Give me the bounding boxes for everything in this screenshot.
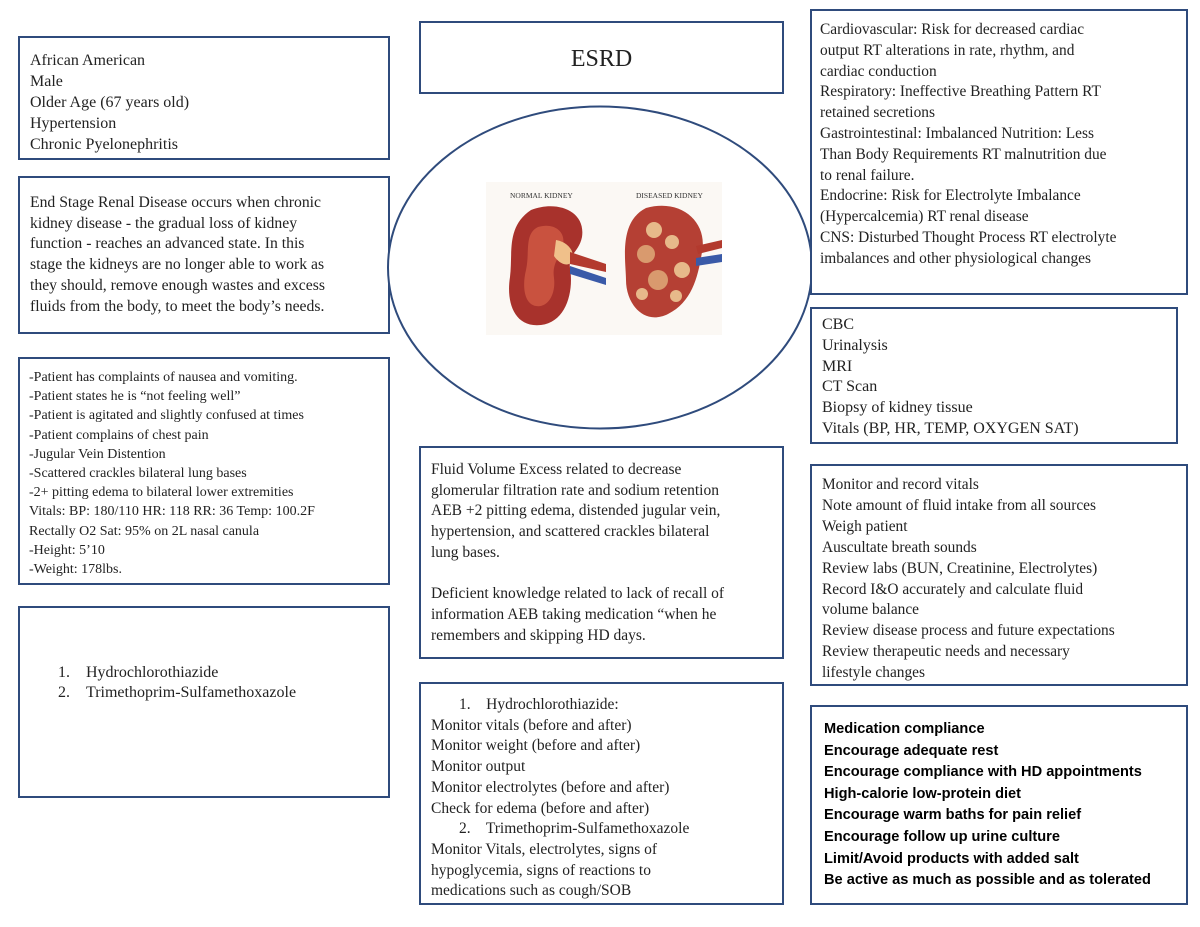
risk-factor: Chronic Pyelonephritis <box>30 136 178 153</box>
normal-kidney-label: NORMAL KIDNEY <box>510 191 573 200</box>
list-number: 1. <box>58 664 70 681</box>
assessment-line: -Patient has complaints of nausea and vomiting. <box>29 370 298 385</box>
medication-heading: 2. Trimethoprim-Sulfamethoxazole <box>459 820 690 838</box>
risk-factor: Hypertension <box>30 115 117 132</box>
intervention-item: Weigh patient <box>822 517 908 535</box>
diagnosis-line: hypertension, and scattered crackles bilateral <box>431 523 710 541</box>
medication-name: Hydrochlorothiazide <box>86 664 219 681</box>
assessment-line: -Patient is agitated and slightly confused at times <box>29 408 304 424</box>
assessment-line: -Patient states he is “not feeling well” <box>29 389 241 405</box>
intervention-item: Review disease process and future expectations <box>822 622 1115 640</box>
risk-factors-box <box>18 36 390 160</box>
assessment-line: -Patient complains of chest pain <box>29 427 209 443</box>
definition-line: they should, remove enough wastes and excess <box>30 276 325 294</box>
intervention-line: Check for edema (before and after) <box>431 799 650 817</box>
medication-name: Trimethoprim-Sulfamethoxazole <box>86 684 297 701</box>
system-line: (Hypercalcemia) RT renal disease <box>820 208 1029 226</box>
education-item: Encourage compliance with HD appointments <box>824 764 1142 781</box>
list-item <box>58 663 296 683</box>
system-line: CNS: Disturbed Thought Process RT electrolyte <box>820 228 1117 246</box>
definition-line: fluids from the body, to meet the body’s needs. <box>30 297 325 315</box>
assessment-line: -2+ pitting edema to bilateral lower extremities <box>29 485 294 501</box>
medications-box <box>18 606 390 798</box>
assessment-line: Rectally O2 Sat: 95% on 2L nasal canula <box>29 523 260 539</box>
list-item <box>58 683 296 703</box>
diagnosis-line: information AEB taking medication “when he <box>431 605 717 623</box>
system-line: Cardiovascular: Risk for decreased cardiac <box>820 21 1085 38</box>
diagnostics-box <box>810 307 1178 444</box>
diagnostic-item: CT Scan <box>822 378 878 396</box>
intervention-item: Review therapeutic needs and necessary <box>822 643 1070 661</box>
intervention-item: lifestyle changes <box>822 664 925 682</box>
system-line: cardiac conduction <box>820 62 937 80</box>
definition-box <box>18 176 390 334</box>
assessment-line: -Weight: 178lbs. <box>29 562 122 578</box>
diagnostic-item: MRI <box>822 357 853 375</box>
system-line: Endocrine: Risk for Electrolyte Imbalance <box>820 187 1081 205</box>
risk-factor: African American <box>30 52 146 69</box>
list-number: 2. <box>58 684 70 701</box>
education-item: Encourage warm baths for pain relief <box>824 807 1082 824</box>
education-item: Be active as much as possible and as tolerated <box>824 872 1151 889</box>
education-item: Encourage follow up urine culture <box>824 828 1060 845</box>
intervention-line: Monitor electrolytes (before and after) <box>431 778 670 796</box>
diagnosis-line: Deficient knowledge related to lack of recall of <box>431 585 725 603</box>
medication-list <box>58 663 296 703</box>
definition-line: kidney disease - the gradual loss of kidney <box>30 214 298 232</box>
system-line: to renal failure. <box>820 166 915 184</box>
education-item: Encourage adequate rest <box>824 742 999 759</box>
intervention-line: Monitor Vitals, electrolytes, signs of <box>431 840 658 858</box>
intervention-item: Record I&O accurately and calculate fluid <box>822 580 1084 598</box>
diseased-kidney-label: DISEASED KIDNEY <box>636 191 703 200</box>
diagnostic-item: Vitals (BP, HR, TEMP, OXYGEN SAT) <box>822 419 1079 437</box>
interventions-box <box>810 464 1188 686</box>
intervention-line: Monitor output <box>431 758 526 776</box>
education-item: Limit/Avoid products with added salt <box>824 850 1079 867</box>
education-box <box>810 705 1188 905</box>
system-line: retained secretions <box>820 104 935 122</box>
assessment-line: -Height: 5’10 <box>29 542 105 558</box>
education-item: Medication compliance <box>824 721 985 737</box>
diagnosis-line: AEB +2 pitting edema, distended jugular vein, <box>431 502 721 520</box>
intervention-line: Monitor vitals (before and after) <box>431 716 632 734</box>
intervention-item: Monitor and record vitals <box>822 476 979 493</box>
page-title: ESRD <box>570 46 633 72</box>
system-line: output RT alterations in rate, rhythm, and <box>820 41 1075 59</box>
education-item: High-calorie low-protein diet <box>824 785 1022 802</box>
system-line: Gastrointestinal: Imbalanced Nutrition: Less <box>820 124 1094 142</box>
medication-heading: 1. Hydrochlorothiazide: <box>459 696 619 713</box>
assessment-line: -Scattered crackles bilateral lung bases <box>29 466 247 482</box>
intervention-item: Note amount of fluid intake from all sources <box>822 496 1096 514</box>
definition-line: stage the kidneys are no longer able to work as <box>30 256 325 274</box>
system-line: Than Body Requirements RT malnutrition due <box>820 145 1107 163</box>
diagnosis-line: remembers and skipping HD days. <box>431 626 646 644</box>
intervention-item: Review labs (BUN, Creatinine, Electrolytes) <box>822 559 1098 577</box>
assessment-line: Vitals: BP: 180/110 HR: 118 RR: 36 Temp: 100.2F <box>29 504 315 520</box>
intervention-item: volume balance <box>822 601 920 619</box>
diagnostic-item: Biopsy of kidney tissue <box>822 399 973 417</box>
assessment-box <box>18 357 390 585</box>
diagnostic-item: CBC <box>822 316 855 333</box>
body-systems-box <box>810 9 1188 295</box>
risk-factor: Male <box>30 73 63 90</box>
assessment-line: -Jugular Vein Distention <box>29 446 166 462</box>
system-line: imbalances and other physiological changes <box>820 249 1091 267</box>
intervention-line: Monitor weight (before and after) <box>431 737 641 755</box>
kidney-illustration <box>486 182 722 335</box>
intervention-line: hypoglycemia, signs of reactions to <box>431 861 651 879</box>
medication-interventions-box <box>419 682 784 905</box>
intervention-item: Auscultate breath sounds <box>822 538 977 556</box>
risk-factor: Older Age (67 years old) <box>30 94 190 111</box>
intervention-line: medications such as cough/SOB <box>431 882 632 900</box>
definition-line: function - reaches an advanced state. In this <box>30 235 305 253</box>
diagnosis-line: Fluid Volume Excess related to decrease <box>431 461 682 478</box>
nursing-diagnosis-box <box>419 446 784 659</box>
diagnosis-line: lung bases. <box>431 543 500 561</box>
diagnostic-item: Urinalysis <box>822 336 888 354</box>
title-box <box>419 21 784 94</box>
definition-line: End Stage Renal Disease occurs when chronic <box>30 194 321 211</box>
system-line: Respiratory: Ineffective Breathing Pattern RT <box>820 83 1101 101</box>
diagnosis-line: glomerular filtration rate and sodium retention <box>431 481 719 499</box>
